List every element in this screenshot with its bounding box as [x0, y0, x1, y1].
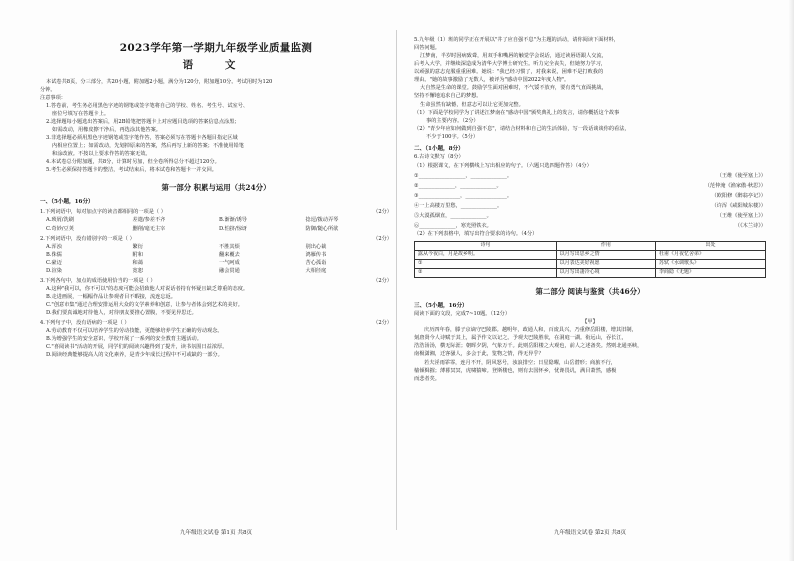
q5-sub-1b: 事的主要内容。（2分）: [426, 117, 479, 124]
option-line: C."创意市集"通过合理安排运用大众的文学素养和创意，让参与者体会到艺术的美好。: [46, 302, 243, 309]
fill-blank: ④一上高楼万里愁，______________。: [414, 202, 503, 209]
question-2: [40, 235, 392, 243]
option: 附和: [132, 251, 143, 258]
material-line: 以顽强的意志克服重重困难。她说："我已经习惯了，对我来说，困难不是打败我的: [414, 69, 604, 76]
q6b: （2）在下列表格中，填写出符合要求的诗句。（4分）: [414, 230, 538, 237]
option: D.怕挤/惊讶: [219, 225, 248, 232]
option: 删削/毫无主宰: [132, 225, 166, 232]
section-1-heading: 一、（5小题，16分）: [40, 198, 94, 205]
exam-subject: 语 文: [182, 59, 250, 72]
table-row: [415, 251, 766, 260]
table-header: 诗句: [415, 242, 557, 251]
material-line: 大自然是生命的课堂。鼓励学生面对困难时，不气馁不放弃，要有勇气直面挑战，: [420, 85, 607, 92]
option-line: B.为增强学生的安全意识，学校开展了一系列的安全教育主题活动。: [46, 336, 202, 343]
option-line: D.阅读经典能够提高人的文化素养，是青少年成长过程中不可或缺的一部分。: [46, 352, 223, 359]
material-line: 后考入大学，并继续深造成为清华大学博士研究生。听力完全丧失，但她努力学习，: [414, 61, 606, 68]
passage-line: 南极潇湘，迁客骚人，多会于此，览物之情，得无异乎？: [414, 351, 544, 358]
q5-sub-2b: 不少于100字。（5分）: [426, 133, 479, 140]
table-cell: ②: [415, 269, 557, 278]
fill-source: （王维《使至塞上》）: [716, 172, 766, 179]
fill-line: [414, 222, 766, 230]
fill-line: [414, 192, 766, 200]
option: 苦心孤诣: [305, 259, 327, 266]
option: 翻来覆去: [219, 251, 240, 258]
poem-table: [414, 241, 766, 278]
fill-line: [414, 172, 766, 180]
option: D.渲染: [46, 267, 62, 274]
question-score: （2分）: [373, 277, 392, 284]
question-1: [40, 208, 392, 216]
q5-sub-1: （1）下面是学校同学为了讲述江梦南在"感动中国"颁奖典礼上的发言，请你概括这个故事: [414, 109, 620, 116]
option: 融会贯通: [219, 267, 240, 274]
note-line: 3.非选择题必须用黑色字迹钢笔或签字笔作答，答案必须写在答题卡各题目指定区域: [46, 134, 238, 141]
fill-blank: ⑥______________，寒光照铁衣。: [414, 222, 492, 229]
option: 宽恕: [132, 267, 143, 274]
question-score: （2分）: [373, 235, 392, 242]
table-cell: 以月表达美好祝愿: [556, 260, 655, 269]
passage-line: 而悲者矣。: [414, 375, 440, 382]
question-3: [40, 277, 392, 285]
option-row: [40, 243, 392, 251]
note-line: 内相应位置上；如需改动，先划掉原来的答案，然后再写上新的答案；不准使用铅笔: [52, 143, 244, 150]
fill-line: [414, 202, 766, 210]
material-line: 生命虽然有缺憾，但意志可以让它更加完整。: [420, 101, 524, 108]
option: B.侏儒: [46, 251, 62, 258]
table-cell: 杜甫《月夜忆舍弟》: [656, 251, 766, 260]
fill-source: （《木兰诗》）: [734, 222, 766, 229]
table-row: [415, 260, 766, 269]
question-score: （2分）: [373, 320, 392, 327]
fill-blank: ①__________________，______________。: [414, 172, 513, 179]
passage-line: 樯倾楫摧；薄暮冥冥，虎啸猿啼。登斯楼也，则有去国怀乡，忧谗畏讥，满目萧然，感极: [414, 367, 617, 374]
table-row: [415, 269, 766, 278]
option: 差遣/参差不齐: [132, 217, 166, 224]
part-2-heading: 第二部分 阅读与鉴赏（共46分）: [535, 287, 645, 297]
part-1-heading: 第一部分 积累与运用（共24分）: [161, 183, 271, 193]
option-row: [40, 251, 392, 259]
note-line: 1.答卷前，考生务必用黑色字迹的钢笔或签字笔将自己的学校、姓名、考生号、试室号、: [46, 102, 249, 109]
option-row: [40, 216, 392, 224]
table-cell: 苏轼《水调歌头》: [656, 260, 766, 269]
question-stem: 2.下列词语中，没有错别字的一项是（ ）: [40, 235, 135, 242]
option: A.浑浊: [46, 243, 62, 250]
note-line: 和涂改液。不按以上要求作答的答案无效。: [52, 151, 151, 158]
fill-source: （欧阳修《醉翁亭记》）: [711, 192, 766, 199]
scan-edge: [788, 0, 794, 561]
table-cell: 以月写出思乡之情: [556, 251, 655, 260]
note-line: 如需改动，用橡皮擦干净后，再选涂其他答案。: [52, 126, 161, 133]
option: 大相径庭: [305, 267, 327, 274]
q5-line: 回答问题。: [414, 45, 440, 52]
intro-line: 分钟。: [40, 86, 56, 93]
passage-line: 庆历四年春，滕子京谪守巴陵郡。越明年，政通人和，百废具兴，乃重修岳阳楼，增其旧制，: [424, 327, 637, 334]
option: B.渐渐/诱导: [219, 217, 247, 224]
option: 鸿雁传书: [305, 251, 327, 258]
option: A.琐屑/洗刷: [46, 217, 74, 224]
table-header-row: [415, 242, 766, 251]
fill-line: [414, 212, 766, 220]
material-line: 理由。"她的故事激励了无数人，被评为"感动中国2022年度人物"。: [414, 77, 570, 84]
intro-line: 本试卷共8页，分三部分，共20小题，附加题2小题，满分为120分，附加题10分。考试用时为120: [46, 78, 273, 85]
option: C.豪迈: [46, 259, 62, 266]
question-4: [40, 319, 392, 327]
page-1: [40, 36, 392, 360]
option-line: A.这种"我可以，你不可以"的态度可能会招致他人对说话者持有怀疑且缺乏尊重的态度。: [46, 285, 249, 292]
passage-line: 浩浩汤汤，横无际涯；朝晖夕阴，气象万千。此则岳阳楼之大观也，前人之述备矣。然则北通巫峡，: [414, 343, 643, 350]
q6a: （1）根据课文，在下列横线上写出相应的句子。（六题只选四题作答）（4分）: [414, 162, 592, 169]
q6-title: 6.古诗文默写（8分）: [414, 154, 464, 161]
exam-title: 2023学年第一学期九年级学业质量监测: [119, 42, 313, 54]
fill-blank: ⑤大漠孤烟直，______________。: [414, 212, 492, 219]
option: 别出心裁: [305, 243, 327, 250]
question-stem: 3.下列各句中，加点的成语使用恰当的一项是（ ）: [40, 277, 156, 284]
material-line: 江梦南，半岁时因病致聋，用双手和嘴唇的触觉学会说话，通过读唇语跟人交流，: [420, 53, 607, 60]
option: 防御/随心所欲: [305, 225, 339, 232]
section-3-desc: 阅读下面的文段，完成7~10题。（12分）: [414, 311, 511, 318]
fill-blank: ③________________，________________。: [414, 192, 513, 199]
option-line: D.我们要真诚地对待他人，对待朋友要推心置腹，不要见异思迁。: [46, 310, 197, 317]
table-cell: 露从今夜白，月是故乡明。: [415, 251, 557, 260]
passage-line: 刻唐贤今人诗赋于其上，属予作文以记之。予观夫巴陵胜状，在洞庭一湖。衔远山，吞长江，: [414, 335, 627, 342]
option-line: C."喜阅读书"活动的开展，同学们的阅读兴趣得到了提升，读书氛围日益浓厚。: [46, 344, 228, 351]
note-line: 4.本试卷总分附加题，共8分，计算时另加，但全卷所得总分不超过120分。: [46, 159, 220, 166]
option-row: [40, 267, 392, 275]
option: 一气呵成: [219, 259, 240, 266]
option: 繁衍: [132, 243, 143, 250]
option-line: A.劳动教育不仅可以培养学生的劳动技能，更能够培养学生正确的劳动观念。: [46, 328, 223, 335]
option: 捻逗/拨动弄琴: [305, 217, 339, 224]
fill-source: （范仲淹《渔家傲·秋思》）: [704, 182, 766, 189]
option-line: B.走进画展，一幅幅作品让参观者目不暇接，流连忘返。: [46, 294, 176, 301]
note-line: 5.考生必须保持答题卡的整洁，考试结束后，将本试卷和答题卡一并交回。: [46, 167, 217, 174]
note-line: 2.选择题每小题选出答案后，用2B铅笔把答题卡上对应题目选项的答案信息点涂黑；: [46, 118, 240, 125]
table-header: 作用: [556, 242, 655, 251]
fill-line: [414, 182, 766, 190]
section-3-heading: 三、（5小题，16分）: [414, 302, 468, 309]
option-row: [40, 225, 392, 233]
passage-line: 若夫淫雨霏霏，连月不开，阴风怒号，浊浪排空；日星隐曜，山岳潜形；商旅不行，: [424, 359, 616, 366]
fill-source: （王维《使至塞上》）: [716, 212, 766, 219]
q5-sub-2: （2）"青少年应如何做到自强不息"，请结合材料和自己的生活体验，写一段话谈谈你的看法，: [414, 125, 630, 132]
passage-label: 【甲】: [582, 319, 598, 326]
page-2: [414, 36, 766, 383]
table-cell: 以月写出凄冷心境: [556, 269, 655, 278]
question-stem: 4.下列句子中，没有语病的一项是（ ）: [40, 320, 130, 327]
page-1-footer: 九年级语文试卷 第1页 共8页: [179, 530, 253, 536]
table-cell: 李商隐《无题》: [656, 269, 766, 278]
section-2-heading: 二、（1小题，8分）: [414, 145, 464, 152]
note-line: 座位号填写在答题卡上。: [52, 110, 110, 117]
q5-line: 5.九年级（1）班的同学正在开展以"井了应自强不息"为主题的活动，请你阅读下面材料，: [414, 37, 619, 43]
question-stem: 1.下列词语中，每对加点字的读音都相同的一项是（ ）: [40, 209, 166, 216]
table-header: 出处: [656, 242, 766, 251]
table-cell: ①: [415, 260, 557, 269]
option: 不胜其烦: [219, 243, 240, 250]
fill-blank: ②______________，______________。: [414, 182, 502, 189]
page-divider: [396, 30, 397, 530]
material-line: 坚持不懈地追求自己的梦想。: [414, 93, 482, 100]
option: 和蔼: [132, 259, 143, 266]
fill-source: （许浑《咸阳城东楼》）: [711, 202, 766, 209]
question-score: （2分）: [373, 209, 392, 216]
option-row: [40, 259, 392, 267]
page-2-footer: 九年级语文试卷 第2页 共8页: [553, 530, 627, 536]
option: C.奇妙/豆荚: [46, 225, 74, 232]
notes-title: 注意事项：: [40, 94, 66, 101]
